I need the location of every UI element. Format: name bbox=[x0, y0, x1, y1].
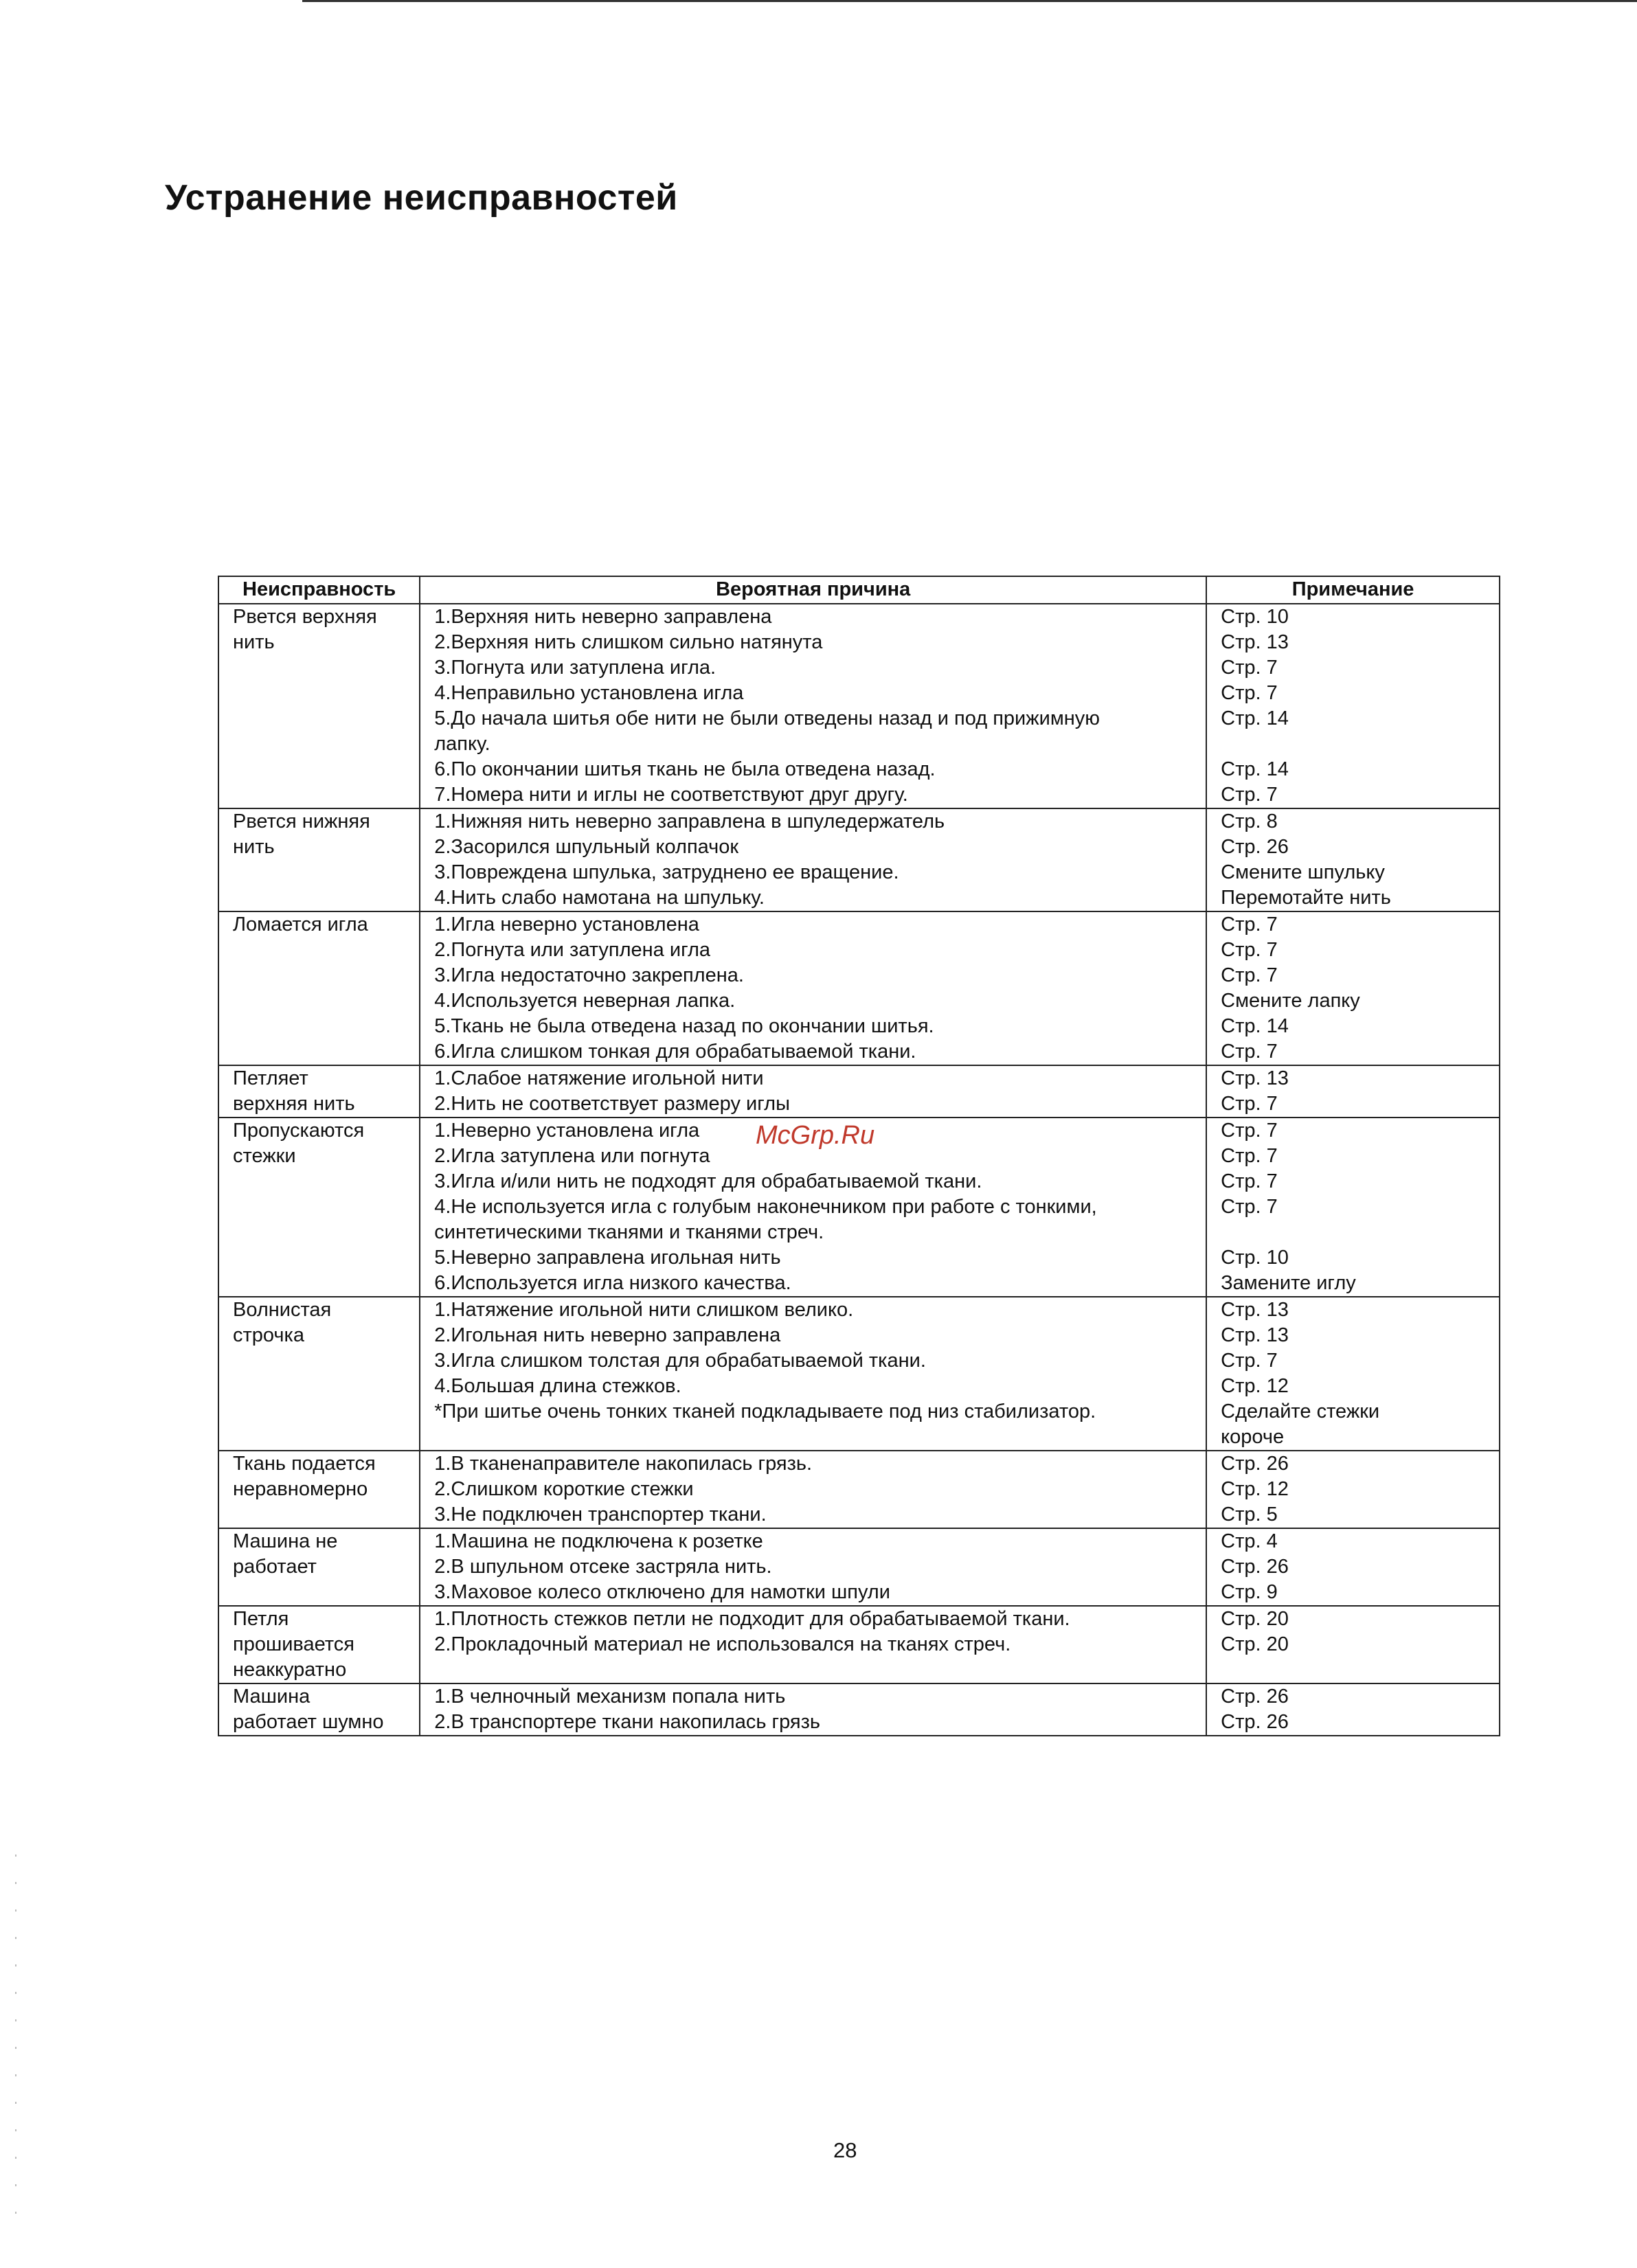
cause-line: 3.Игла слишком толстая для обрабатываемой ткани. bbox=[434, 1350, 926, 1372]
cause-line: 6.Используется игла низкого качества. bbox=[434, 1272, 791, 1294]
cause-line: 2.Прокладочный материал не использовался на тканях стреч. bbox=[434, 1633, 1011, 1655]
cause-line: 4.Неправильно установлена игла bbox=[434, 682, 744, 704]
note-line: Стр. 26 bbox=[1221, 1453, 1289, 1475]
fault-line: Машина не bbox=[233, 1530, 338, 1552]
note-line: Стр. 20 bbox=[1221, 1608, 1289, 1630]
top-rule bbox=[302, 0, 1637, 2]
note-cell bbox=[1206, 911, 1500, 1065]
note-line: Стр. 12 bbox=[1221, 1478, 1289, 1500]
fault-line: стежки bbox=[233, 1145, 296, 1167]
note-line: Стр. 13 bbox=[1221, 631, 1289, 653]
cause-cell bbox=[420, 808, 1206, 911]
cause-line: 1.Слабое натяжение игольной нити bbox=[434, 1067, 764, 1089]
fault-line: нить bbox=[233, 631, 275, 653]
fault-cell bbox=[218, 1118, 420, 1297]
note-line: Стр. 7 bbox=[1221, 1041, 1278, 1063]
cause-line: лапку. bbox=[434, 733, 490, 755]
note-line: Стр. 7 bbox=[1221, 657, 1278, 679]
cause-line: синтетическими тканями и тканями стреч. bbox=[434, 1221, 824, 1243]
page-title: Устранение неисправностей bbox=[165, 178, 678, 218]
watermark: McGrp.Ru bbox=[756, 1121, 875, 1150]
note-line: Стр. 7 bbox=[1221, 784, 1278, 806]
table-row bbox=[218, 1451, 1500, 1528]
table-row bbox=[218, 1606, 1500, 1683]
note-cell bbox=[1206, 1118, 1500, 1297]
cause-line: 2.Игла затуплена или погнута bbox=[434, 1145, 710, 1167]
cause-line: 3.Погнута или затуплена игла. bbox=[434, 657, 716, 679]
fault-line: работает шумно bbox=[233, 1711, 384, 1733]
note-line: Стр. 26 bbox=[1221, 836, 1289, 858]
note-line: Стр. 14 bbox=[1221, 758, 1289, 780]
fault-cell bbox=[218, 604, 420, 808]
cause-line: 3.Повреждена шпулька, затруднено ее вращение. bbox=[434, 861, 899, 883]
fault-line: Ломается игла bbox=[233, 914, 368, 935]
note-line: Стр. 7 bbox=[1221, 914, 1278, 935]
cause-line: 4.Большая длина стежков. bbox=[434, 1375, 681, 1397]
note-cell bbox=[1206, 808, 1500, 911]
note-line: Стр. 26 bbox=[1221, 1556, 1289, 1578]
note-cell bbox=[1206, 1451, 1500, 1528]
note-line: Смените шпульку bbox=[1221, 861, 1385, 883]
cause-line: 2.Слишком короткие стежки bbox=[434, 1478, 694, 1500]
scan-artifact bbox=[15, 1855, 16, 2239]
note-line: Стр. 10 bbox=[1221, 606, 1289, 628]
fault-line: прошивается bbox=[233, 1633, 354, 1655]
cause-line: 7.Номера нити и иглы не соответствуют друг другу. bbox=[434, 784, 908, 806]
note-line: Стр. 14 bbox=[1221, 707, 1289, 729]
cause-line bbox=[434, 1425, 1200, 1450]
table-row bbox=[218, 604, 1500, 808]
cause-line: 4.Не используется игла с голубым наконечником при работе с тонкими, bbox=[434, 1196, 1097, 1218]
fault-line: Волнистая bbox=[233, 1299, 332, 1321]
fault-cell bbox=[218, 808, 420, 911]
fault-line: Рвется нижняя bbox=[233, 810, 370, 832]
note-line: Смените лапку bbox=[1221, 990, 1360, 1012]
cause-cell bbox=[420, 1683, 1206, 1736]
cause-cell bbox=[420, 1528, 1206, 1606]
cause-cell bbox=[420, 1297, 1206, 1451]
note-line: Перемотайте нить bbox=[1221, 887, 1391, 909]
fault-line: работает bbox=[233, 1556, 317, 1578]
cause-line: 2.Нить не соответствует размеру иглы bbox=[434, 1093, 790, 1115]
note-line: Стр. 12 bbox=[1221, 1375, 1289, 1397]
cause-cell bbox=[420, 604, 1206, 808]
note-line: Стр. 26 bbox=[1221, 1711, 1289, 1733]
cause-line: 2.В транспортере ткани накопилась грязь bbox=[434, 1711, 821, 1733]
header-note: Примечание bbox=[1206, 576, 1500, 604]
cause-line: 1.Неверно установлена игла bbox=[434, 1120, 700, 1142]
note-line: Стр. 13 bbox=[1221, 1324, 1289, 1346]
fault-cell bbox=[218, 1528, 420, 1606]
note-cell bbox=[1206, 1297, 1500, 1451]
header-fault: Неисправность bbox=[218, 576, 420, 604]
note-line bbox=[1221, 1220, 1493, 1245]
cause-cell bbox=[420, 1606, 1206, 1683]
table-row bbox=[218, 808, 1500, 911]
cause-line: 1.В тканенаправителе накопилась грязь. bbox=[434, 1453, 813, 1475]
cause-line: 5.Неверно заправлена игольная нить bbox=[434, 1247, 781, 1269]
cause-line: 5.До начала шитья обе нити не были отведены назад и под прижимную bbox=[434, 707, 1100, 729]
cause-line: 2.Игольная нить неверно заправлена bbox=[434, 1324, 781, 1346]
troubleshooting-table bbox=[218, 576, 1500, 1736]
fault-line: Петляет bbox=[233, 1067, 308, 1089]
cause-line: 1.Машина не подключена к розетке bbox=[434, 1530, 763, 1552]
note-cell bbox=[1206, 604, 1500, 808]
table-row bbox=[218, 1065, 1500, 1118]
cause-line: 3.Маховое колесо отключено для намотки шпули bbox=[434, 1581, 890, 1603]
note-line: Стр. 4 bbox=[1221, 1530, 1278, 1552]
fault-cell bbox=[218, 1451, 420, 1528]
note-line: Сделайте стежки bbox=[1221, 1401, 1380, 1422]
note-cell bbox=[1206, 1065, 1500, 1118]
cause-line: 5.Ткань не была отведена назад по окончании шитья. bbox=[434, 1015, 934, 1037]
fault-line: Машина bbox=[233, 1686, 311, 1708]
note-line: Стр. 5 bbox=[1221, 1504, 1278, 1526]
cause-line: *При шитье очень тонких тканей подкладываете под низ стабилизатор. bbox=[434, 1401, 1096, 1422]
table-row bbox=[218, 1683, 1500, 1736]
note-line: Стр. 7 bbox=[1221, 1196, 1278, 1218]
note-cell bbox=[1206, 1528, 1500, 1606]
note-line: Стр. 7 bbox=[1221, 1093, 1278, 1115]
note-line: Стр. 26 bbox=[1221, 1686, 1289, 1708]
note-line: Стр. 13 bbox=[1221, 1067, 1289, 1089]
note-line: Стр. 7 bbox=[1221, 682, 1278, 704]
fault-line: верхняя нить bbox=[233, 1093, 355, 1115]
cause-line: 1.Плотность стежков петли не подходит для обрабатываемой ткани. bbox=[434, 1608, 1070, 1630]
cause-line: 1.Натяжение игольной нити слишком велико. bbox=[434, 1299, 854, 1321]
cause-line: 6.Игла слишком тонкая для обрабатываемой ткани. bbox=[434, 1041, 916, 1063]
note-line: Стр. 7 bbox=[1221, 1145, 1278, 1167]
fault-cell bbox=[218, 1683, 420, 1736]
fault-line: Петля bbox=[233, 1608, 289, 1630]
note-line: Стр. 7 bbox=[1221, 964, 1278, 986]
cause-line: 4.Нить слабо намотана на шпульку. bbox=[434, 887, 765, 909]
cause-line: 2.В шпульном отсеке застряла нить. bbox=[434, 1556, 772, 1578]
note-cell bbox=[1206, 1606, 1500, 1683]
fault-line: Ткань подается bbox=[233, 1453, 376, 1475]
cause-line: 3.Игла недостаточно закреплена. bbox=[434, 964, 744, 986]
cause-line: 2.Верхняя нить слишком сильно натянута bbox=[434, 631, 823, 653]
cause-line: 1.Верхняя нить неверно заправлена bbox=[434, 606, 772, 628]
fault-line: Пропускаются bbox=[233, 1120, 365, 1142]
fault-cell bbox=[218, 911, 420, 1065]
cause-cell bbox=[420, 911, 1206, 1065]
page-number: 28 bbox=[833, 2138, 857, 2162]
note-line: Стр. 7 bbox=[1221, 1170, 1278, 1192]
note-line bbox=[1221, 732, 1493, 757]
table-row bbox=[218, 1297, 1500, 1451]
note-line: короче bbox=[1221, 1426, 1285, 1448]
note-line: Стр. 7 bbox=[1221, 939, 1278, 961]
cause-line: 4.Используется неверная лапка. bbox=[434, 990, 736, 1012]
note-cell bbox=[1206, 1683, 1500, 1736]
fault-cell bbox=[218, 1297, 420, 1451]
note-line: Стр. 7 bbox=[1221, 1120, 1278, 1142]
note-line: Замените иглу bbox=[1221, 1272, 1356, 1294]
fault-cell bbox=[218, 1065, 420, 1118]
note-line: Стр. 20 bbox=[1221, 1633, 1289, 1655]
cause-cell bbox=[420, 1065, 1206, 1118]
cause-line: 1.Нижняя нить неверно заправлена в шпуледержатель bbox=[434, 810, 945, 832]
cause-line: 2.Засорился шпульный колпачок bbox=[434, 836, 739, 858]
fault-line: неравномерно bbox=[233, 1478, 368, 1500]
cause-line: 3.Игла и/или нить не подходят для обрабатываемой ткани. bbox=[434, 1170, 982, 1192]
fault-line: строчка bbox=[233, 1324, 304, 1346]
note-line: Стр. 14 bbox=[1221, 1015, 1289, 1037]
cause-line: 1.В челночный механизм попала нить bbox=[434, 1686, 786, 1708]
note-line: Стр. 10 bbox=[1221, 1247, 1289, 1269]
header-cause: Вероятная причина bbox=[420, 576, 1206, 604]
cause-line: 3.Не подключен транспортер ткани. bbox=[434, 1504, 767, 1526]
fault-cell bbox=[218, 1606, 420, 1683]
note-line: Стр. 8 bbox=[1221, 810, 1278, 832]
cause-line: 2.Погнута или затуплена игла bbox=[434, 939, 711, 961]
cause-line: 1.Игла неверно установлена bbox=[434, 914, 699, 935]
table-row bbox=[218, 1528, 1500, 1606]
cause-cell bbox=[420, 1451, 1206, 1528]
fault-line: нить bbox=[233, 836, 275, 858]
fault-line: Рвется верхняя bbox=[233, 606, 377, 628]
note-line: Стр. 13 bbox=[1221, 1299, 1289, 1321]
cause-line: 6.По окончании шитья ткань не была отведена назад. bbox=[434, 758, 936, 780]
table-header-row bbox=[218, 576, 1500, 604]
note-line: Стр. 9 bbox=[1221, 1581, 1278, 1603]
fault-line: неаккуратно bbox=[233, 1659, 347, 1681]
note-line: Стр. 7 bbox=[1221, 1350, 1278, 1372]
table-row bbox=[218, 911, 1500, 1065]
